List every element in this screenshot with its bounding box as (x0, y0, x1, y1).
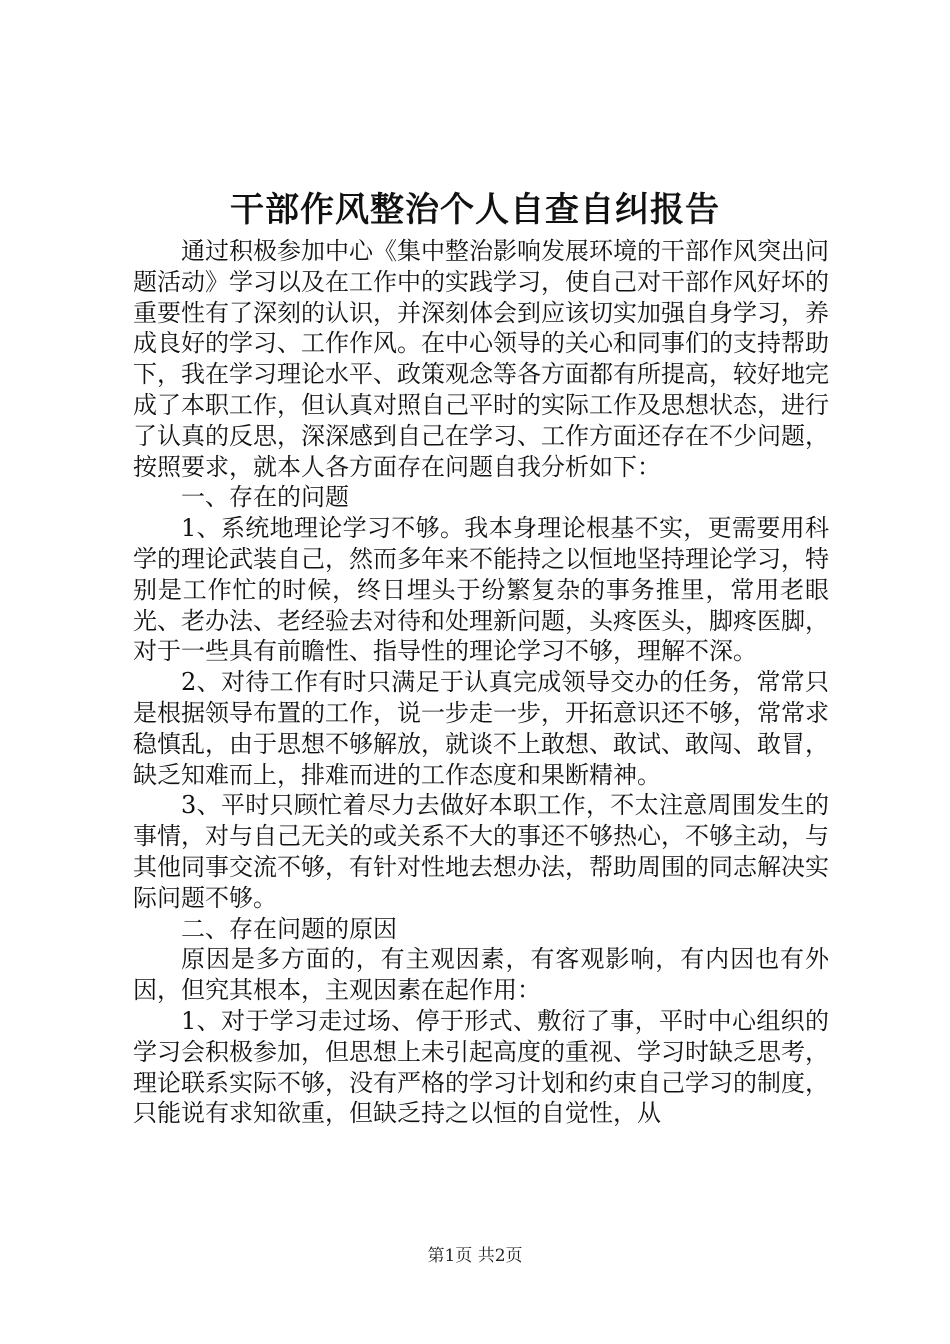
paragraph-causes-intro: 原因是多方面的，有主观因素，有客观影响，有内因也有外因，但究其根本，主观因素在起作用： (133, 945, 829, 1005)
document-body (133, 236, 829, 1129)
paragraph-problem-3: 3、平时只顾忙着尽力去做好本职工作，不太注意周围发生的事情，对与自己无关的或关系不大的事还不够热心，不够主动，与其他同事交流不够，有针对性地去想办法，帮助周围的同志解决实际问题不够。 (133, 791, 829, 912)
page-number-footer: 第1页 共2页 (427, 1246, 523, 1266)
section-heading-problems: 一、存在的问题 (181, 483, 349, 512)
section-heading-causes: 二、存在问题的原因 (181, 914, 397, 943)
paragraph-problem-2: 2、对待工作有时只满足于认真完成领导交办的任务，常常只是根据领导布置的工作，说一步走一步，开拓意识还不够，常常求稳慎乱，由于思想不够解放，就谈不上敢想、敢试、敢闯、敢冒，缺乏知难而上，排难而进的工作态度和果断精神。 (133, 668, 829, 789)
document-title: 干部作风整治个人自查自纠报告 (230, 190, 720, 230)
paragraph-intro: 通过积极参加中心《集中整治影响发展环境的干部作风突出问题活动》学习以及在工作中的实践学习，使自己对干部作风好坏的重要性有了深刻的认识，并深刻体会到应该切实加强自身学习，养成良好的学习、工作作风。在中心领导的关心和同事们的支持帮助下，我在学习理论水平、政策观念等各方面都有所提高，较好地完成了本职工作，但认真对照自己平时的实际工作及思想状态，进行了认真的反思，深深感到自己在学习、工作方面还存在不少问题，按照要求，就本人各方面存在问题自我分析如下： (133, 237, 829, 481)
paragraph-problem-1: 1、系统地理论学习不够。我本身理论根基不实，更需要用科学的理论武装自己，然而多年来不能持之以恒地坚持理论学习，特别是工作忙的时候，终日埋头于纷繁复杂的事务推里，常用老眼光、老办法、老经验去对待和处理新问题，头疼医头，脚疼医脚，对于一些具有前瞻性、指导性的理论学习不够，理解不深。 (133, 514, 829, 666)
paragraph-cause-1: 1、对于学习走过场、停于形式、敷衍了事，平时中心组织的学习会积极参加，但思想上未引起高度的重视、学习时缺乏思考，理论联系实际不够，没有严格的学习计划和约束自己学习的制度，只能说有求知欲重，但缺乏持之以恒的自觉性，从 (133, 1006, 829, 1128)
